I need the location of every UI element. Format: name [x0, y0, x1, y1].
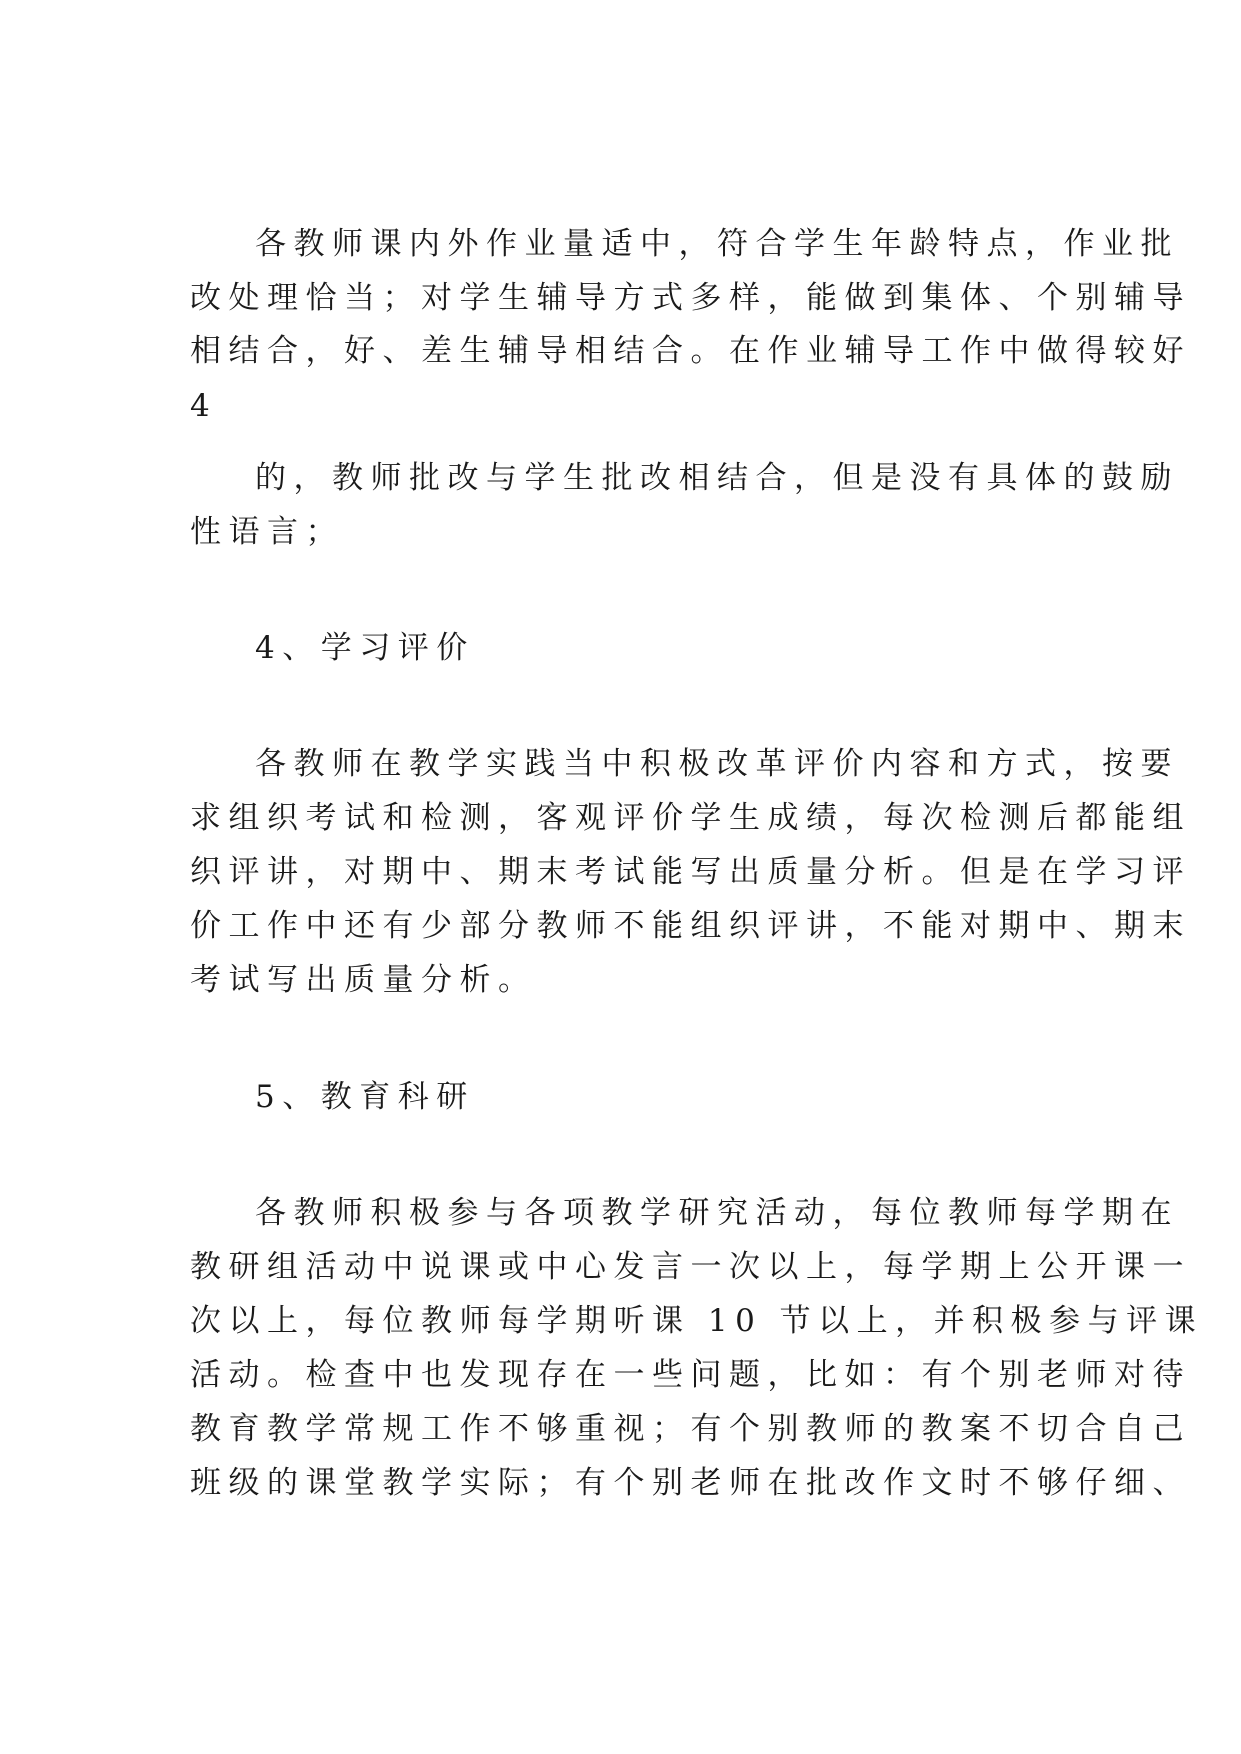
paragraph-homework-line-1: 各教师课内外作业量适中，符合学生年龄特点，作业批	[255, 226, 1179, 262]
section-heading-learning-evaluation: 4、学习评价	[255, 630, 475, 666]
paragraph-research-line-3: 次以上，每位教师每学期听课 10 节以上，并积极参与评课	[190, 1303, 1204, 1339]
paragraph-homework-line-2: 改处理恰当；对学生辅导方式多样，能做到集体、个别辅导	[190, 280, 1191, 316]
paragraph-research-line-2: 教研组活动中说课或中心发言一次以上，每学期上公开课一	[190, 1249, 1191, 1285]
paragraph-research-line-1: 各教师积极参与各项教学研究活动，每位教师每学期在	[255, 1195, 1179, 1231]
paragraph-continued-line-2: 性语言；	[190, 514, 344, 550]
paragraph-research-line-5: 教育教学常规工作不够重视；有个别教师的教案不切合自己	[190, 1411, 1191, 1447]
section-heading-education-research: 5、教育科研	[255, 1079, 475, 1115]
paragraph-homework-line-3: 相结合，好、差生辅导相结合。在作业辅导工作中做得较好	[190, 333, 1191, 369]
paragraph-evaluation-line-1: 各教师在教学实践当中积极改革评价内容和方式，按要	[255, 746, 1179, 782]
paragraph-evaluation-line-3: 织评讲，对期中、期末考试能写出质量分析。但是在学习评	[190, 854, 1191, 890]
paragraph-evaluation-line-2: 求组织考试和检测，客观评价学生成绩，每次检测后都能组	[190, 800, 1191, 836]
page-number: 4	[190, 388, 218, 424]
paragraph-research-line-4: 活动。检查中也发现存在一些问题，比如：有个别老师对待	[190, 1357, 1191, 1393]
paragraph-continued-line-1: 的，教师批改与学生批改相结合，但是没有具体的鼓励	[255, 460, 1179, 496]
paragraph-evaluation-line-4: 价工作中还有少部分教师不能组织评讲，不能对期中、期末	[190, 908, 1191, 944]
paragraph-evaluation-line-5: 考试写出质量分析。	[190, 962, 537, 998]
paragraph-research-line-6: 班级的课堂教学实际；有个别老师在批改作文时不够仔细、	[190, 1465, 1191, 1501]
